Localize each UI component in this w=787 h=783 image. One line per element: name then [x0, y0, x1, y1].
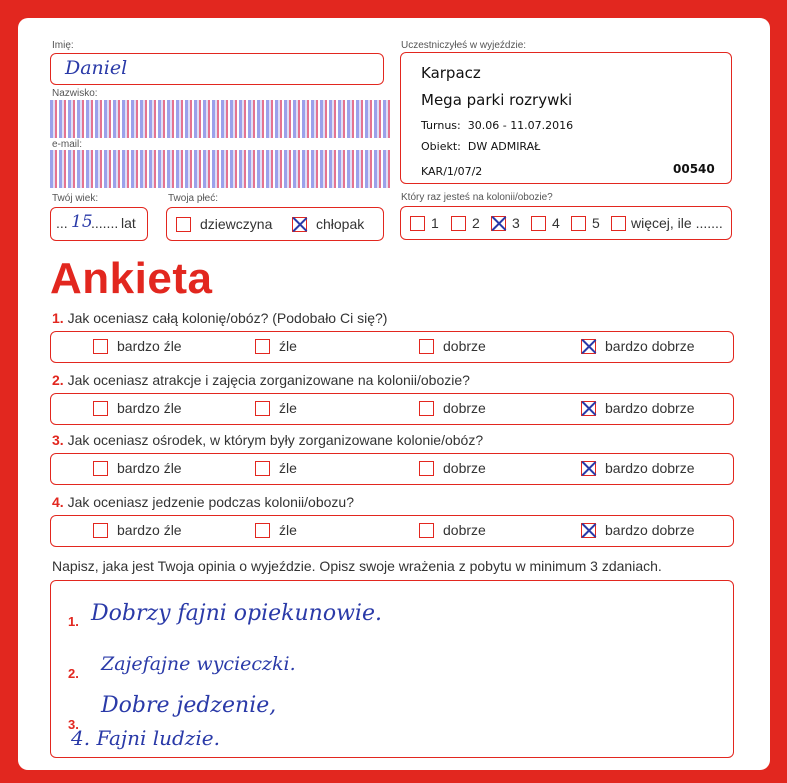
opinion-prompt: Napisz, jaka jest Twoja opinia o wyjeździe. Opisz swoje wrażenia z pobytu w minimum 3 zdaniach. — [52, 558, 662, 574]
gender-checkbox-female[interactable] — [176, 217, 191, 232]
rating-option-label: bardzo źle — [117, 522, 182, 538]
age-unit: lat — [121, 215, 136, 231]
rating-checkbox[interactable] — [93, 523, 108, 538]
age-dots-right: ....... — [91, 215, 119, 231]
rating-checkbox[interactable] — [93, 461, 108, 476]
trip-obiekt — [421, 140, 540, 153]
times-checkbox-3[interactable] — [491, 216, 506, 231]
times-field — [400, 206, 732, 240]
rating-option-label: bardzo źle — [117, 400, 182, 416]
opinion-line-2-number: 2. — [68, 666, 79, 681]
question-number: 4. — [52, 494, 64, 510]
opinion-line-1: Dobrzy fajni opiekunowie. — [91, 601, 382, 626]
rating-option-label: bardzo źle — [117, 460, 182, 476]
surname-field-redacted — [50, 100, 390, 138]
trip-city: Karpacz — [421, 64, 481, 82]
age-value: 15 — [71, 212, 93, 232]
rating-option-label: bardzo dobrze — [605, 522, 695, 538]
rating-option-label: źle — [279, 460, 297, 476]
times-option-4: 4 — [552, 215, 560, 231]
obiekt-value: DW ADMIRAŁ — [467, 140, 541, 153]
turnus-label: Turnus: — [421, 119, 461, 132]
opinion-line-3-number: 3. — [68, 717, 79, 732]
trip-info-box — [400, 52, 732, 184]
turnus-value: 30.06 - 11.07.2016 — [467, 119, 574, 132]
opinion-line-4: 4. Fajni ludzie. — [71, 726, 220, 750]
rating-checkbox[interactable] — [419, 461, 434, 476]
times-option-3: 3 — [512, 215, 520, 231]
question-2-text — [52, 372, 470, 388]
times-checkbox-1[interactable] — [410, 216, 425, 231]
question-label: Jak oceniasz całą kolonię/obóz? (Podobało Ci się?) — [67, 310, 388, 326]
times-label: Który raz jesteś na kolonii/obozie? — [401, 192, 553, 203]
opinion-line-2: Zajefajne wycieczki. — [101, 653, 296, 675]
question-3-rating-row — [50, 453, 734, 485]
rating-checkbox[interactable] — [581, 461, 596, 476]
rating-option-label: bardzo dobrze — [605, 338, 695, 354]
trip-number: 00540 — [673, 162, 715, 176]
rating-option-label: źle — [279, 338, 297, 354]
times-checkbox-2[interactable] — [451, 216, 466, 231]
question-1-text — [52, 310, 387, 326]
age-field[interactable] — [50, 207, 148, 241]
rating-option-label: bardzo dobrze — [605, 460, 695, 476]
opinion-line-1-number: 1. — [68, 614, 79, 629]
rating-option-label: dobrze — [443, 338, 486, 354]
survey-form — [18, 18, 770, 770]
question-3-text — [52, 432, 483, 448]
rating-checkbox[interactable] — [93, 339, 108, 354]
times-checkbox-4[interactable] — [531, 216, 546, 231]
age-label: Twój wiek: — [52, 193, 99, 204]
rating-checkbox[interactable] — [93, 401, 108, 416]
email-field-redacted — [50, 150, 390, 188]
rating-checkbox[interactable] — [581, 523, 596, 538]
rating-checkbox[interactable] — [255, 339, 270, 354]
rating-checkbox[interactable] — [581, 401, 596, 416]
gender-option-male: chłopak — [316, 216, 365, 232]
times-option-2: 2 — [472, 215, 480, 231]
name-field[interactable] — [50, 53, 384, 85]
rating-checkbox[interactable] — [255, 401, 270, 416]
opinion-line-3: Dobre jedzenie, — [101, 693, 277, 718]
email-label: e-mail: — [52, 139, 83, 150]
times-checkbox-more[interactable] — [611, 216, 626, 231]
rating-option-label: bardzo źle — [117, 338, 182, 354]
rating-checkbox[interactable] — [581, 339, 596, 354]
question-number: 2. — [52, 372, 64, 388]
trip-code: KAR/1/07/2 — [421, 165, 483, 178]
rating-checkbox[interactable] — [419, 339, 434, 354]
survey-title: Ankieta — [50, 254, 213, 303]
question-label: Jak oceniasz ośrodek, w którym były zorganizowane kolonie/obóz? — [67, 432, 484, 448]
question-label: Jak oceniasz jedzenie podczas kolonii/obozu? — [67, 494, 354, 510]
trip-label: Uczestniczyłeś w wyjeździe: — [401, 40, 527, 51]
trip-name: Mega parki rozrywki — [421, 91, 573, 109]
rating-option-label: dobrze — [443, 400, 486, 416]
rating-option-label: źle — [279, 400, 297, 416]
rating-checkbox[interactable] — [255, 461, 270, 476]
gender-field — [166, 207, 384, 241]
times-checkbox-5[interactable] — [571, 216, 586, 231]
question-1-rating-row — [50, 331, 734, 363]
gender-checkbox-male[interactable] — [292, 217, 307, 232]
times-option-5: 5 — [592, 215, 600, 231]
obiekt-label: Obiekt: — [421, 140, 461, 153]
age-dots-left: ... — [56, 215, 68, 231]
rating-checkbox[interactable] — [419, 401, 434, 416]
name-label: Imię: — [52, 40, 74, 51]
question-number: 3. — [52, 432, 64, 448]
opinion-textarea[interactable] — [50, 580, 734, 758]
rating-option-label: dobrze — [443, 522, 486, 538]
question-4-rating-row — [50, 515, 734, 547]
surname-label: Nazwisko: — [52, 88, 98, 99]
question-label: Jak oceniasz atrakcje i zajęcia zorganizowane na kolonii/obozie? — [67, 372, 470, 388]
rating-option-label: dobrze — [443, 460, 486, 476]
rating-option-label: bardzo dobrze — [605, 400, 695, 416]
question-4-text — [52, 494, 354, 510]
trip-turnus — [421, 119, 573, 132]
question-number: 1. — [52, 310, 64, 326]
question-2-rating-row — [50, 393, 734, 425]
rating-option-label: źle — [279, 522, 297, 538]
gender-label: Twoja płeć: — [168, 193, 219, 204]
times-option-more: więcej, ile ....... — [631, 215, 723, 231]
name-value: Daniel — [65, 57, 128, 79]
rating-checkbox[interactable] — [255, 523, 270, 538]
gender-option-female: dziewczyna — [200, 216, 273, 232]
rating-checkbox[interactable] — [419, 523, 434, 538]
times-option-1: 1 — [431, 215, 439, 231]
